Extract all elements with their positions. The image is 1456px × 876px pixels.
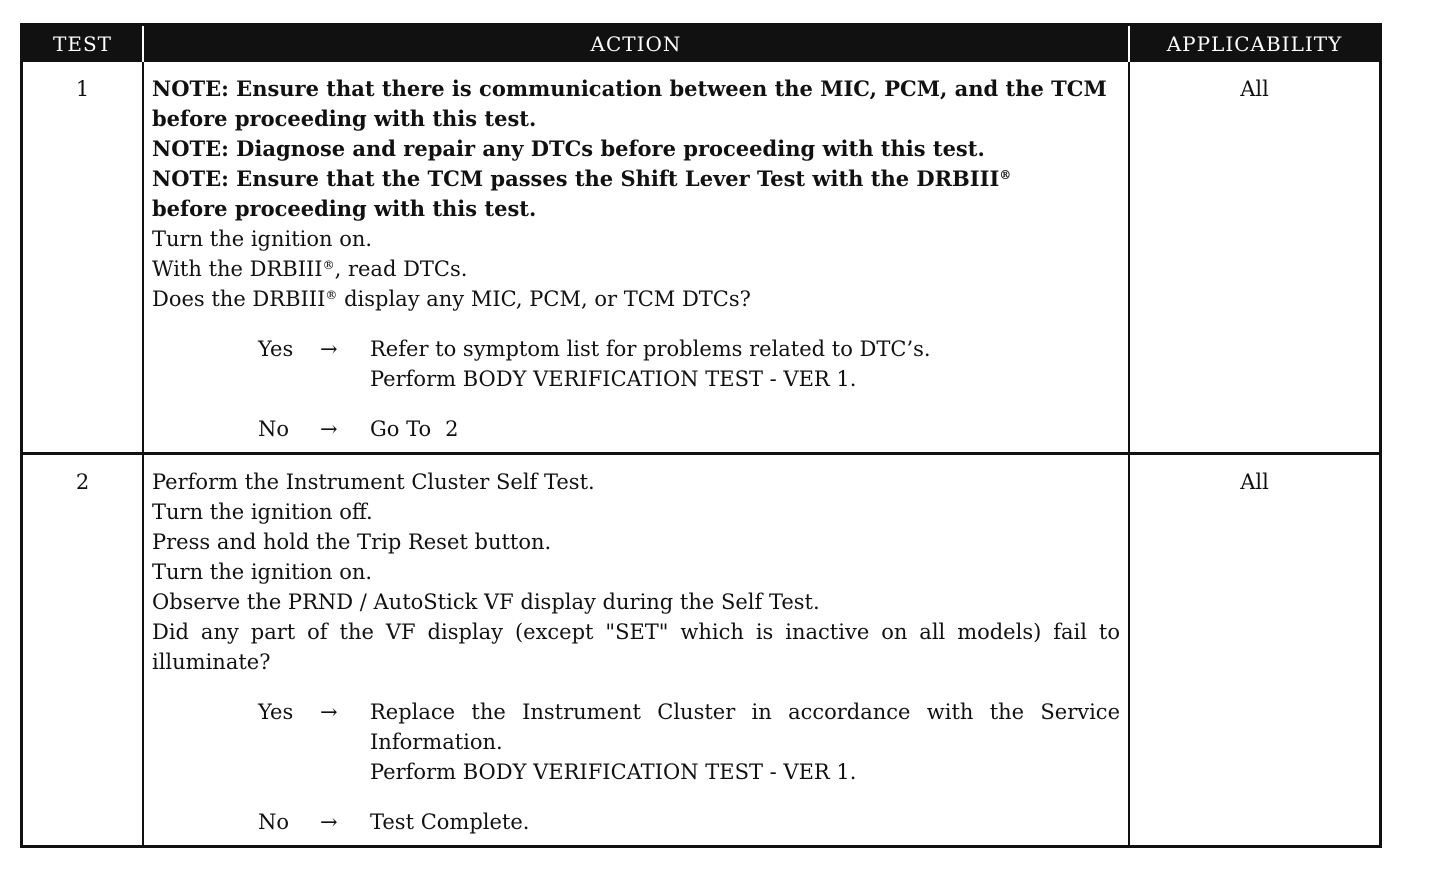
- no-result: [152, 807, 1120, 837]
- step-text: Does the DRBIII® display any MIC, PCM, or TCM DTCs?: [152, 287, 751, 311]
- yes-instructions: [370, 334, 1120, 394]
- goto-text: Go To: [370, 417, 432, 441]
- instruction-text: Perform BODY VERIFICATION TEST - VER 1.: [370, 367, 857, 391]
- step-text: Observe the PRND / AutoStick VF display during the Self Test.: [152, 590, 820, 614]
- instruction-text: Perform BODY VERIFICATION TEST - VER 1.: [370, 760, 857, 784]
- step-text: Turn the ignition on.: [152, 227, 373, 251]
- step-text: Press and hold the Trip Reset button.: [152, 530, 552, 554]
- header-action: ACTION: [143, 26, 1129, 62]
- step-text: Perform the Instrument Cluster Self Test.: [152, 470, 595, 494]
- registered-mark: ®: [322, 258, 335, 272]
- yes-instructions: [370, 697, 1120, 787]
- yes-label: Yes: [258, 700, 294, 724]
- no-instructions: [370, 414, 1120, 444]
- test-number: 1: [23, 62, 143, 454]
- applicability-value: All: [1129, 454, 1379, 846]
- no-label: No: [258, 810, 290, 834]
- procedure-table: [23, 26, 1379, 845]
- no-result: [152, 414, 1120, 444]
- note-text: NOTE: Diagnose and repair any DTCs before proceeding with this test.: [152, 136, 985, 161]
- diagnostic-procedure-table: [20, 23, 1382, 848]
- result-text: Test Complete.: [370, 810, 530, 834]
- arrow-icon: →: [320, 700, 338, 724]
- note-text: NOTE: Ensure that the TCM passes the Shift Lever Test with the DRBIII®: [152, 166, 1012, 191]
- test-number: 2: [75, 470, 90, 494]
- applicability-value: All: [1129, 62, 1379, 454]
- test-action: [143, 454, 1129, 846]
- step-text: With the DRBIII®, read DTCs.: [152, 257, 468, 281]
- instruction-text: Refer to symptom list for problems related to DTC’s.: [370, 337, 931, 361]
- test-row-1: [23, 62, 1379, 454]
- step-text: Turn the ignition on.: [152, 560, 373, 584]
- table-header-row: [23, 26, 1379, 62]
- test-action: [143, 62, 1129, 454]
- registered-mark: ®: [999, 168, 1012, 182]
- instruction-text: Replace the Instrument Cluster in accordance with the Service Information.: [370, 700, 1120, 754]
- arrow-icon: →: [320, 417, 338, 441]
- arrow-icon: →: [320, 810, 338, 834]
- header-applicability: APPLICABILITY: [1129, 26, 1379, 62]
- header-test: TEST: [23, 26, 143, 62]
- step-text: Did any part of the VF display (except "SET" which is inactive on all models) fail to illuminate?: [152, 620, 1120, 674]
- goto-target: 2: [445, 417, 459, 441]
- yes-label: Yes: [258, 337, 294, 361]
- step-text: Turn the ignition off.: [152, 500, 373, 524]
- registered-mark: ®: [325, 288, 338, 302]
- yes-result: [152, 334, 1120, 394]
- no-instructions: [370, 807, 1120, 837]
- note-text: before proceeding with this test.: [152, 196, 537, 221]
- test-row-2: [23, 454, 1379, 846]
- arrow-icon: →: [320, 337, 338, 361]
- note-text: NOTE: Ensure that there is communication between the MIC, PCM, and the TCM before proceeding with this test.: [152, 76, 1107, 131]
- yes-result: [152, 697, 1120, 787]
- no-label: No: [258, 417, 290, 441]
